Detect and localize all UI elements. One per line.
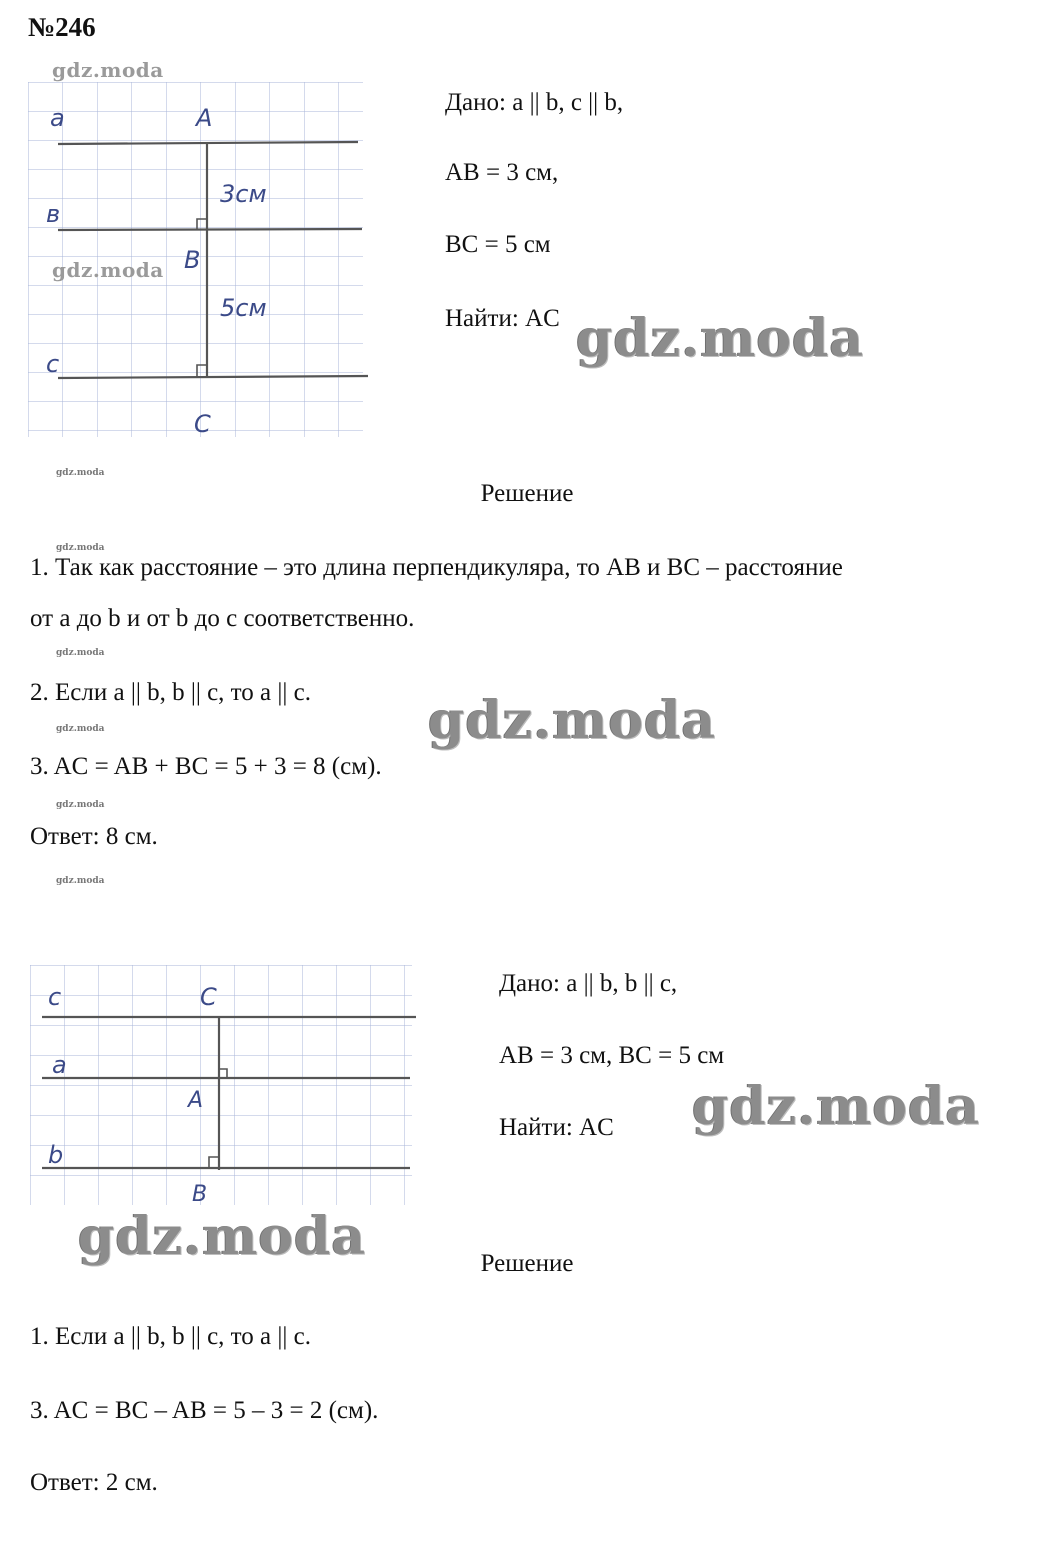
find-line: Найти: AC	[445, 305, 560, 332]
given-line-1: Дано: a || b, c || b,	[445, 89, 624, 116]
watermark: gdz.moda	[692, 1076, 981, 1137]
given-line-2: AB = 3 см, BC = 5 см	[499, 1042, 725, 1069]
find-line: Найти: AC	[499, 1114, 614, 1141]
line-b	[58, 229, 362, 230]
label-line-c: c	[48, 983, 62, 1011]
watermark: gdz.moda	[56, 543, 105, 553]
watermark: gdz.moda	[56, 800, 105, 810]
label-point-c: C	[194, 410, 211, 438]
label-point-b: B	[184, 246, 201, 274]
solution-heading: Решение	[480, 480, 574, 507]
watermark: gdz.moda	[428, 690, 717, 751]
label-line-a: a	[50, 104, 65, 132]
solution-step-2: 2. Если a || b, b || c, то a || c.	[30, 679, 311, 706]
answer: Ответ: 2 см.	[30, 1469, 158, 1496]
solution-step-3: 3. AC = BC – AB = 5 – 3 = 2 (см).	[30, 1397, 379, 1424]
label-line-a: a	[52, 1051, 67, 1079]
watermark: gdz.moda	[52, 58, 164, 82]
given-line-1: Дано: a || b, b || c,	[499, 970, 678, 997]
watermark: gdz.moda	[78, 1206, 367, 1267]
watermark: gdz.moda	[52, 258, 164, 282]
solution-heading: Решение	[480, 1250, 574, 1277]
label-line-b: b	[48, 1141, 64, 1169]
label-line-c: c	[46, 350, 60, 378]
watermark: gdz.moda	[56, 648, 105, 658]
solution-step-1: 1. Если a || b, b || c, то a || c.	[30, 1323, 311, 1350]
label-segment-ab: 3см	[220, 180, 267, 208]
problem-number: №246	[28, 12, 96, 42]
label-segment-bc: 5см	[220, 294, 267, 322]
watermark: gdz.moda	[56, 468, 105, 478]
watermark: gdz.moda	[576, 308, 865, 369]
given-line-3: BC = 5 см	[445, 231, 551, 258]
answer: Ответ: 8 см.	[30, 823, 158, 850]
label-line-b: в	[46, 200, 61, 228]
figure-2	[30, 965, 420, 1215]
watermark: gdz.moda	[56, 724, 105, 734]
solution-step-1-cont: от a до b и от b до c соответственно.	[30, 605, 415, 632]
solution-step-1: 1. Так как расстояние – это длина перпендикуляра, то AB и BC – расстояние	[30, 554, 843, 581]
watermark: gdz.moda	[56, 876, 105, 886]
given-line-2: AB = 3 см,	[445, 159, 559, 186]
label-point-b: B	[192, 1182, 208, 1207]
label-point-c: C	[200, 983, 217, 1011]
solution-step-3: 3. AC = AB + BC = 5 + 3 = 8 (см).	[30, 753, 382, 780]
label-point-a: A	[188, 1088, 204, 1113]
label-point-a: A	[196, 104, 213, 132]
